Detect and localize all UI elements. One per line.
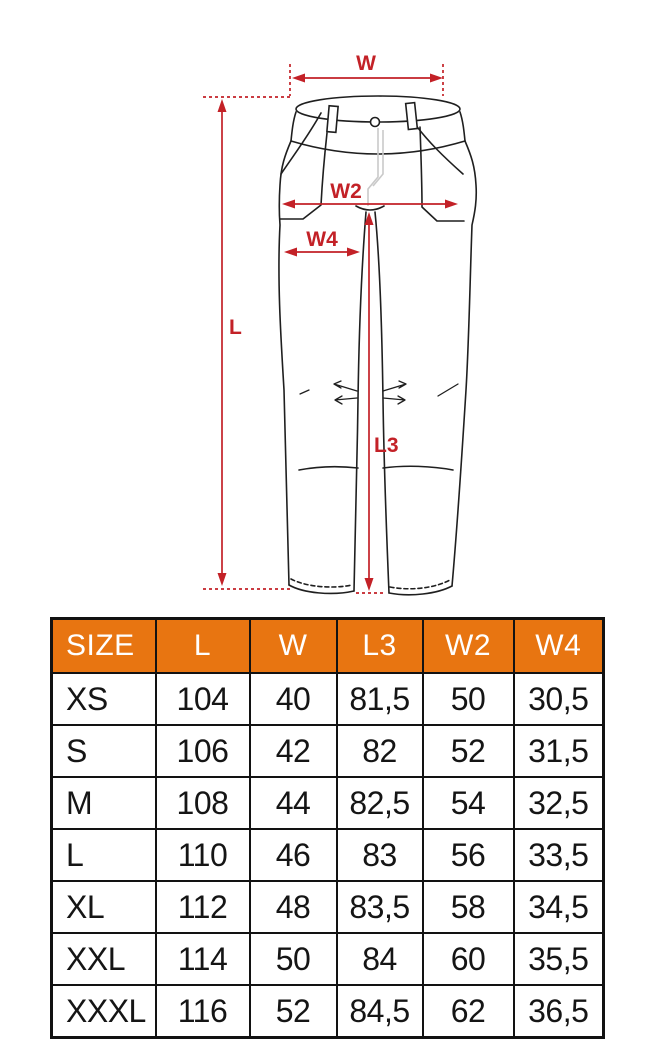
value-cell: 32,5 [514, 777, 604, 829]
left-knee-mark-upper [334, 381, 357, 391]
value-cell: 54 [423, 777, 514, 829]
left-knee-mark-lower [335, 396, 357, 404]
value-cell: 56 [423, 829, 514, 881]
right-knee-seam [383, 466, 453, 470]
size-cell: M [52, 777, 156, 829]
value-cell: 83 [337, 829, 423, 881]
header-row [52, 619, 604, 674]
l3-arrowhead-bottom [365, 578, 374, 591]
header-cell-l3: L3 [337, 619, 423, 674]
table-row-l [52, 829, 604, 881]
left-hem-stitch [291, 579, 352, 587]
right-side-crease [438, 384, 458, 396]
w2-arrowhead-right [445, 200, 458, 209]
table-row-xxxl [52, 985, 604, 1038]
size-cell: XXL [52, 933, 156, 985]
table-row-xs [52, 673, 604, 725]
value-cell: 60 [423, 933, 514, 985]
value-cell: 35,5 [514, 933, 604, 985]
measure-label-l3: L3 [374, 434, 399, 457]
size-table [50, 617, 605, 1039]
right-hem [389, 586, 452, 595]
value-cell: 82,5 [337, 777, 423, 829]
value-cell: 84,5 [337, 985, 423, 1038]
size-cell: XXXL [52, 985, 156, 1038]
value-cell: 30,5 [514, 673, 604, 725]
value-cell: 50 [250, 933, 337, 985]
value-cell: 48 [250, 881, 337, 933]
header-cell-w: W [250, 619, 337, 674]
size-cell: XL [52, 881, 156, 933]
crotch-seam [356, 206, 384, 210]
size-table-body [52, 673, 604, 1038]
value-cell: 52 [423, 725, 514, 777]
measure-label-w4: W4 [306, 228, 338, 251]
value-cell: 34,5 [514, 881, 604, 933]
right-panel-seam [420, 127, 464, 221]
value-cell: 108 [156, 777, 250, 829]
w2-arrowhead-left [282, 200, 295, 209]
belt-loop-right [406, 103, 418, 130]
size-cell: S [52, 725, 156, 777]
w4-arrowhead-left [284, 248, 297, 257]
value-cell: 44 [250, 777, 337, 829]
value-cell: 42 [250, 725, 337, 777]
belt-loop-left [327, 106, 338, 133]
value-cell: 58 [423, 881, 514, 933]
table-row-xl [52, 881, 604, 933]
left-knee-seam [299, 467, 358, 470]
value-cell: 84 [337, 933, 423, 985]
measure-label-l: L [229, 316, 242, 339]
value-cell: 106 [156, 725, 250, 777]
left-inner-seam [354, 212, 366, 591]
table-row-m [52, 777, 604, 829]
l-arrowhead-bottom [218, 573, 227, 586]
waistband-right-edge [460, 112, 465, 141]
value-cell: 104 [156, 673, 250, 725]
left-panel-seam [280, 133, 327, 219]
value-cell: 62 [423, 985, 514, 1038]
fly-stitch-outer [368, 128, 378, 206]
measure-label-w2: W2 [330, 180, 362, 203]
waist-button [371, 118, 380, 127]
table-row-xxl [52, 933, 604, 985]
value-cell: 81,5 [337, 673, 423, 725]
value-cell: 40 [250, 673, 337, 725]
value-cell: 50 [423, 673, 514, 725]
w-arrowhead-right [430, 74, 443, 83]
measurement-labels [229, 52, 399, 457]
header-cell-size: SIZE [52, 619, 156, 674]
belt-loops [327, 103, 417, 133]
header-cell-w4: W4 [514, 619, 604, 674]
value-cell: 116 [156, 985, 250, 1038]
l-arrowhead-top [218, 99, 227, 112]
right-knee-mark-lower [383, 396, 405, 404]
right-inner-seam [375, 212, 389, 593]
left-side-crease [300, 390, 309, 394]
value-cell: 46 [250, 829, 337, 881]
value-cell: 31,5 [514, 725, 604, 777]
value-cell: 36,5 [514, 985, 604, 1038]
w-arrowhead-left [292, 74, 305, 83]
right-side-seam [452, 141, 476, 586]
waistband-left-edge [291, 112, 296, 141]
value-cell: 114 [156, 933, 250, 985]
value-cell: 112 [156, 881, 250, 933]
left-pocket [281, 113, 321, 174]
right-knee-mark-upper [383, 381, 406, 391]
right-hem-stitch [390, 580, 450, 589]
measure-label-w: W [356, 52, 376, 75]
w4-arrowhead-right [347, 248, 360, 257]
value-cell: 110 [156, 829, 250, 881]
fly-stitch [368, 128, 383, 206]
header-cell-l: L [156, 619, 250, 674]
size-cell: L [52, 829, 156, 881]
left-side-seam [279, 141, 291, 585]
size-table-header [52, 619, 604, 674]
value-cell: 52 [250, 985, 337, 1038]
header-cell-w2: W2 [423, 619, 514, 674]
knee-marks [300, 381, 458, 404]
table-row-s [52, 725, 604, 777]
value-cell: 83,5 [337, 881, 423, 933]
value-cell: 82 [337, 725, 423, 777]
size-cell: XS [52, 673, 156, 725]
value-cell: 33,5 [514, 829, 604, 881]
